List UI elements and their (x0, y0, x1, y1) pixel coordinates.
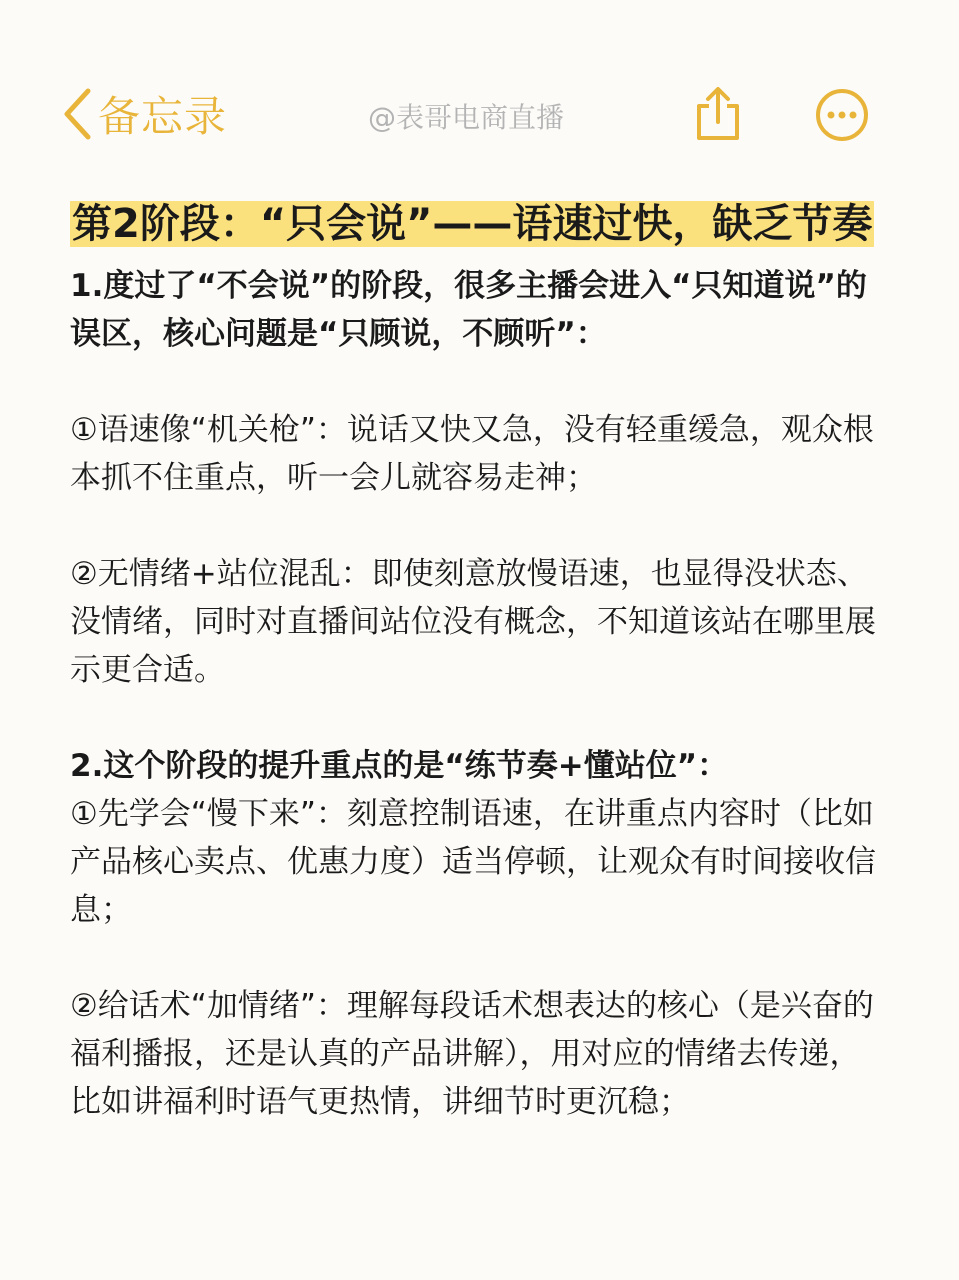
paragraph-1: 1.度过了“不会说”的阶段，很多主播会进入“只知道说”的误区，核心问题是“只顾说，不顾听”： (70, 268, 867, 352)
paragraph-4: 2.这个阶段的提升重点的是“练节奏+懂站位”： (70, 748, 729, 784)
share-button[interactable] (694, 86, 742, 142)
back-label: 备忘录 (98, 92, 228, 141)
more-icon (815, 127, 869, 146)
paragraph-3: ②无情绪+站位混乱：即使刻意放慢语速，也显得没状态、没情绪，同时对直播间站位没有概念，不知道该站在哪里展示更合适。 (70, 556, 876, 688)
more-button[interactable] (815, 88, 869, 142)
navigation-bar (0, 0, 959, 170)
chevron-left-icon (62, 88, 92, 140)
paragraph-2: ①语速像“机关枪”：说话又快又急，没有轻重缓急，观众根本抓不住重点，听一会儿就容易走神； (70, 412, 874, 496)
share-icon (694, 127, 742, 146)
paragraph-6: ②给话术“加情绪”：理解每段话术想表达的核心（是兴奋的福利播报，还是认真的产品讲解），用对应的情绪去传递，比如讲福利时语气更热情，讲细节时更沉稳； (70, 988, 874, 1120)
watermark: @表哥电商直播 (368, 101, 565, 134)
paragraph-5: ①先学会“慢下来”：刻意控制语速，在讲重点内容时（比如产品核心卖点、优惠力度）适当停顿，让观众有时间接收信息； (70, 796, 876, 928)
back-button[interactable] (62, 84, 227, 144)
note-heading (70, 194, 890, 254)
heading-highlight: 第2阶段：“只会说”——语速过快，缺乏节奏 (72, 201, 873, 247)
note-body[interactable] (70, 194, 890, 1126)
